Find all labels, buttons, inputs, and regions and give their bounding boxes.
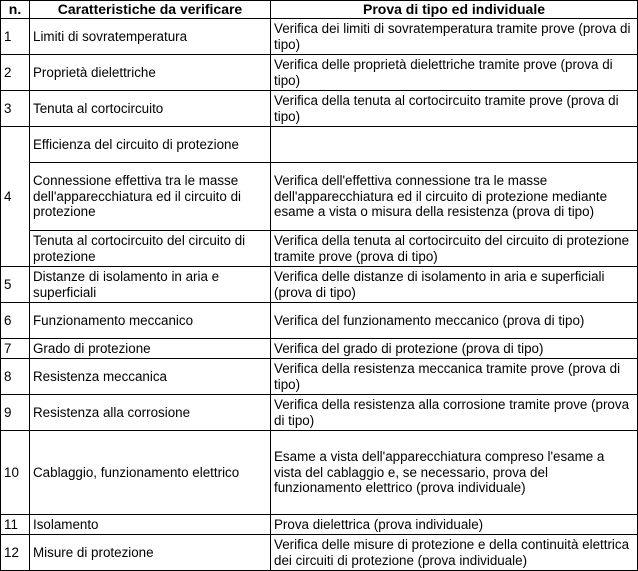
row-test: Verifica dei limiti di sovratemperatura tramite prove (prova di tipo): [271, 19, 638, 55]
row-number: 7: [1, 339, 30, 359]
row-number: 3: [1, 91, 30, 127]
row-number: 9: [1, 395, 30, 431]
table-row: [1, 55, 638, 91]
row-characteristic: Tenuta al cortocircuito del circuito di protezione: [30, 231, 271, 267]
table-row: [1, 267, 638, 303]
table-row: [1, 535, 638, 571]
row-characteristic: Funzionamento meccanico: [30, 303, 271, 339]
row-test: [271, 127, 638, 163]
row-characteristic: Misure di protezione: [30, 535, 271, 571]
row-test: Verifica del grado di protezione (prova di tipo): [271, 339, 638, 359]
table-row: [1, 359, 638, 395]
row-number: 2: [1, 55, 30, 91]
header-row: [1, 1, 638, 19]
row-test: Verifica della tenuta al cortocircuito del circuito di protezione tramite prove (prova di tipo): [271, 231, 638, 267]
row-characteristic: Limiti di sovratemperatura: [30, 19, 271, 55]
row-characteristic: Cablaggio, funzionamento elettrico: [30, 431, 271, 515]
table-row: [1, 163, 638, 231]
row-test: Verifica della resistenza meccanica tramite prove (prova di tipo): [271, 359, 638, 395]
row-test: Verifica del funzionamento meccanico (prova di tipo): [271, 303, 638, 339]
table-row: [1, 19, 638, 55]
row-characteristic: Efficienza del circuito di protezione: [30, 127, 271, 163]
row-number: 8: [1, 359, 30, 395]
row-test: Esame a vista dell'apparecchiatura compreso l'esame a vista del cablaggio e, se necessario, prova del funzionamento elettrico (prova individuale): [271, 431, 638, 515]
header-number: n.: [1, 1, 30, 19]
row-characteristic: Resistenza alla corrosione: [30, 395, 271, 431]
table-row: [1, 127, 638, 163]
row-characteristic: Isolamento: [30, 515, 271, 535]
row-number: 10: [1, 431, 30, 515]
table-row: [1, 431, 638, 515]
row-number: 4: [1, 127, 30, 267]
table-row: [1, 91, 638, 127]
row-characteristic: Connessione effettiva tra le masse dell'apparecchiatura ed il circuito di protezione: [30, 163, 271, 231]
row-test: Verifica dell'effettiva connessione tra le masse dell'apparecchiatura ed il circuito di protezione mediante esame a vista o misura della resistenza (prova di tipo): [271, 163, 638, 231]
row-number: 5: [1, 267, 30, 303]
row-test: Verifica delle proprietà dielettriche tramite prove (prova di tipo): [271, 55, 638, 91]
row-test: Prova dielettrica (prova individuale): [271, 515, 638, 535]
row-number: 12: [1, 535, 30, 571]
row-test: Verifica della resistenza alla corrosione tramite prove (prova di tipo): [271, 395, 638, 431]
row-number: 1: [1, 19, 30, 55]
row-characteristic: Tenuta al cortocircuito: [30, 91, 271, 127]
row-characteristic: Proprietà dielettriche: [30, 55, 271, 91]
row-test: Verifica della tenuta al cortocircuito tramite prove (prova di tipo): [271, 91, 638, 127]
row-characteristic: Resistenza meccanica: [30, 359, 271, 395]
header-tests: Prova di tipo ed individuale: [271, 1, 638, 19]
row-test: Verifica delle distanze di isolamento in aria e superficiali (prova di tipo): [271, 267, 638, 303]
row-number: 11: [1, 515, 30, 535]
table-row: [1, 395, 638, 431]
table-row: [1, 515, 638, 535]
table-row: [1, 231, 638, 267]
table-row: [1, 339, 638, 359]
row-test: Verifica delle misure di protezione e della continuità elettrica dei circuiti di protezione (prova individuale): [271, 535, 638, 571]
row-characteristic: Distanze di isolamento in aria e superficiali: [30, 267, 271, 303]
row-characteristic: Grado di protezione: [30, 339, 271, 359]
table-row: [1, 303, 638, 339]
header-characteristics: Caratteristiche da verificare: [30, 1, 271, 19]
row-number: 6: [1, 303, 30, 339]
